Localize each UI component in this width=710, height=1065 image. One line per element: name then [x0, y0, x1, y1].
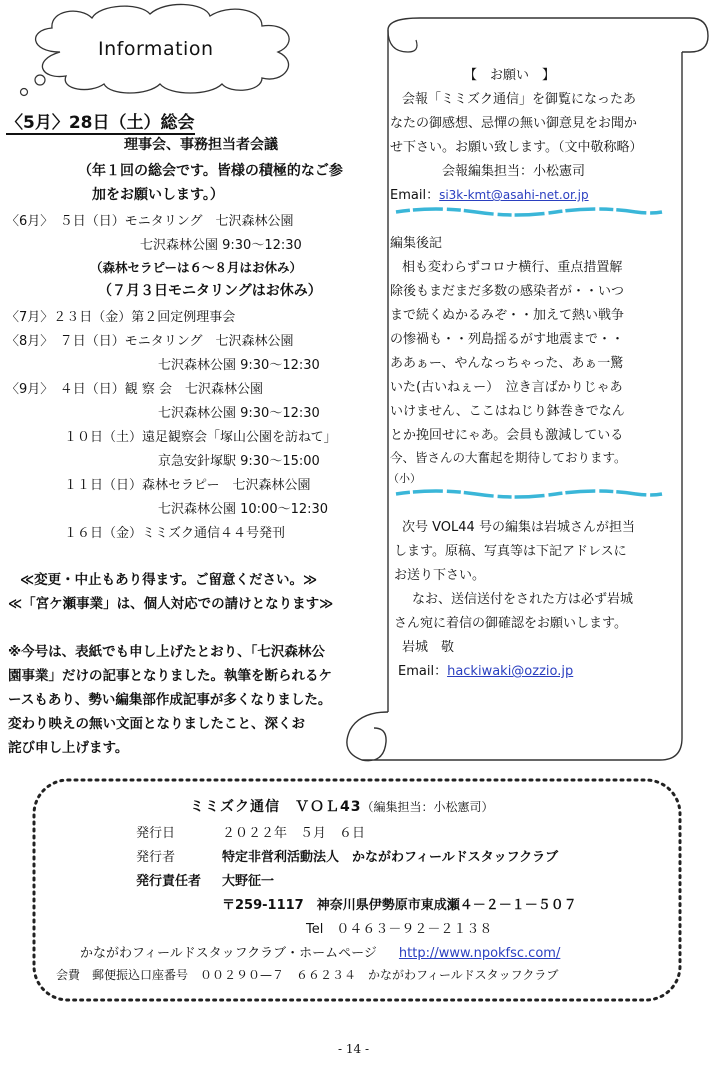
next-line-5: さん宛に着信の御確認をお願いします。: [394, 616, 627, 631]
sep10-event: １０日（土）遠足観察会「塚山公園を訪ねて」: [64, 430, 337, 445]
request-line-1: 会報「ミミズク通信」を御覧になったあ: [402, 92, 637, 107]
meeting-line-3: 加をお願いします。）: [92, 187, 224, 203]
postscript-line-1: 相も変わらずコロナ横行、重点措置解: [402, 260, 623, 275]
sep11-event: １１日（日）森林セラピー 七沢森林公園: [64, 478, 311, 493]
footer: [0, 780, 710, 1000]
postscript-line-4: の惨禍も・・列島揺るがす地震まで・・: [390, 332, 625, 347]
september-time: 七沢森林公園 9:30～12:30: [158, 406, 320, 421]
notice-2: ≪「宮ケ瀬事業」は、個人対応での請けとなります≫: [8, 596, 334, 612]
next-line-1: 次号 VOL44 号の編集は岩城さんが担当: [402, 520, 635, 535]
editor-name: 会報編集担当：小松憲司: [442, 164, 586, 179]
remarks-line-1: ※今号は、表紙でも申し上げたとおり、「七沢森林公: [8, 644, 325, 660]
meeting-line-2: （年１回の総会です。皆様の積極的なご参: [78, 163, 343, 179]
email-row-1: [390, 184, 589, 203]
responsible-label: 発行責任者: [136, 874, 202, 889]
july-date: 〈7月〉２３日（金）第２回定例理事会: [6, 310, 236, 325]
page-number: - 14 -: [338, 1042, 370, 1056]
responsible-name: 大野征一: [222, 874, 275, 889]
email-link-2[interactable]: hackiwaki@ozzio.jp: [447, 664, 574, 679]
telephone: Tel ０４６３－９２－２１３８: [306, 922, 493, 937]
publisher-name: 特定非営利活動法人 かながわフィールドスタッフクラブ: [222, 850, 559, 865]
email-link-1[interactable]: si3k-kmt@asahi-net.or.jp: [439, 188, 589, 202]
sep10-time: 京急安針塚駅 9:30～15:00: [158, 454, 320, 469]
left-column: [0, 0, 370, 770]
june-note-2: （７月３日モニタリングはお休み）: [98, 283, 322, 299]
address: 〒259-1117 神奈川県伊勢原市東成瀬４－２－１－５０７: [222, 898, 577, 913]
newsletter-title: ミミズク通信 ＶＯＬ43: [190, 799, 362, 815]
contact-name: 岩城 敬: [402, 640, 455, 655]
request-title: 【 お願い 】: [464, 68, 556, 83]
homepage-link[interactable]: http://www.npokfsc.com/: [398, 946, 561, 961]
june-date: 〈6月〉 ５日（日）モニタリング 七沢森林公園: [6, 214, 294, 229]
notice-1: ≪変更・中止もあり得ます。ご留意ください。≫: [20, 572, 318, 588]
postscript-title: 編集後記: [390, 236, 443, 251]
postscript-line-8: とか挽回せにゃあ。会員も激減している: [390, 428, 624, 443]
request-line-2: なたの御感想、忌憚の無い御意見をお聞か: [390, 116, 638, 131]
email-label-1: Email：: [390, 188, 440, 203]
meeting-line-1: 理事会、事務担当者会議: [124, 137, 278, 153]
issue-date: ２０２２年 ５月 ６日: [222, 826, 366, 841]
remarks-line-2: 園事業」だけの記事となりました。執筆を断られるケ: [8, 668, 332, 684]
cloud-title: Information: [98, 38, 214, 60]
remarks-line-3: ースもあり、勢い編集部作成記事が多くなりました。: [8, 692, 332, 708]
sep16-event: １６日（金）ミミズク通信４４号発刊: [64, 526, 286, 541]
meeting-heading: 〈5月〉28日（土）総会: [6, 108, 195, 135]
postscript-line-9: 今、皆さんの大奮起を期待しております。: [390, 450, 627, 465]
postscript-line-6: いた(古いねぇー） 泣き言ばかりじゃあ: [390, 380, 623, 395]
next-line-3: お送り下さい。: [394, 568, 486, 583]
remarks-line-4: 変わり映えの無い文面となりましたこと、深くお: [8, 716, 305, 732]
footer-title-row: [190, 796, 494, 816]
email-label-2: Email：: [398, 664, 448, 679]
next-line-4: なお、送信送付をされた方は必ず岩城: [412, 592, 634, 607]
newsletter-editor: （編集担当：小松憲司）: [361, 800, 494, 814]
june-time: 七沢森林公園 9:30～12:30: [140, 238, 302, 253]
september-date: 〈9月〉 ４日（日）観 察 会 七沢森林公園: [6, 382, 264, 397]
issue-label: 発行日: [136, 826, 176, 841]
june-note-1: （森林セラピーは６～８月はお休み）: [90, 260, 303, 275]
membership-fee: 会費 郵便振込口座番号 ００２９０—７ ６６２３４ かながわフィールドスタッフクラブ: [56, 968, 559, 982]
publisher-label: 発行者: [136, 850, 176, 865]
request-line-3: せ下さい。お願い致します。（文中敬称略）: [390, 140, 643, 155]
right-column: [388, 0, 688, 770]
postscript-signature: （小）: [388, 472, 421, 485]
postscript-line-7: いけません、ここはねじり鉢巻きでなん: [390, 404, 625, 419]
august-time: 七沢森林公園 9:30～12:30: [158, 358, 320, 373]
august-date: 〈8月〉 ７日（日）モニタリング 七沢森林公園: [6, 334, 294, 349]
sep11-time: 七沢森林公園 10:00～12:30: [158, 502, 329, 517]
email-row-2: [398, 660, 573, 679]
next-line-2: します。原稿、写真等は下記アドレスに: [394, 544, 627, 559]
postscript-line-2: 除後もまだまだ多数の感染者が・・いつ: [390, 284, 625, 299]
remarks-line-5: 詫び申し上げます。: [8, 740, 129, 756]
homepage-label: かながわフィールドスタッフクラブ・ホームページ: [80, 946, 377, 961]
homepage-row: [80, 942, 560, 961]
postscript-line-5: ああぁー、やんなっちゃった、あぁ一驚: [390, 356, 624, 371]
postscript-line-3: まで続くぬかるみぞ・・加えて熱い戦争: [390, 308, 625, 323]
